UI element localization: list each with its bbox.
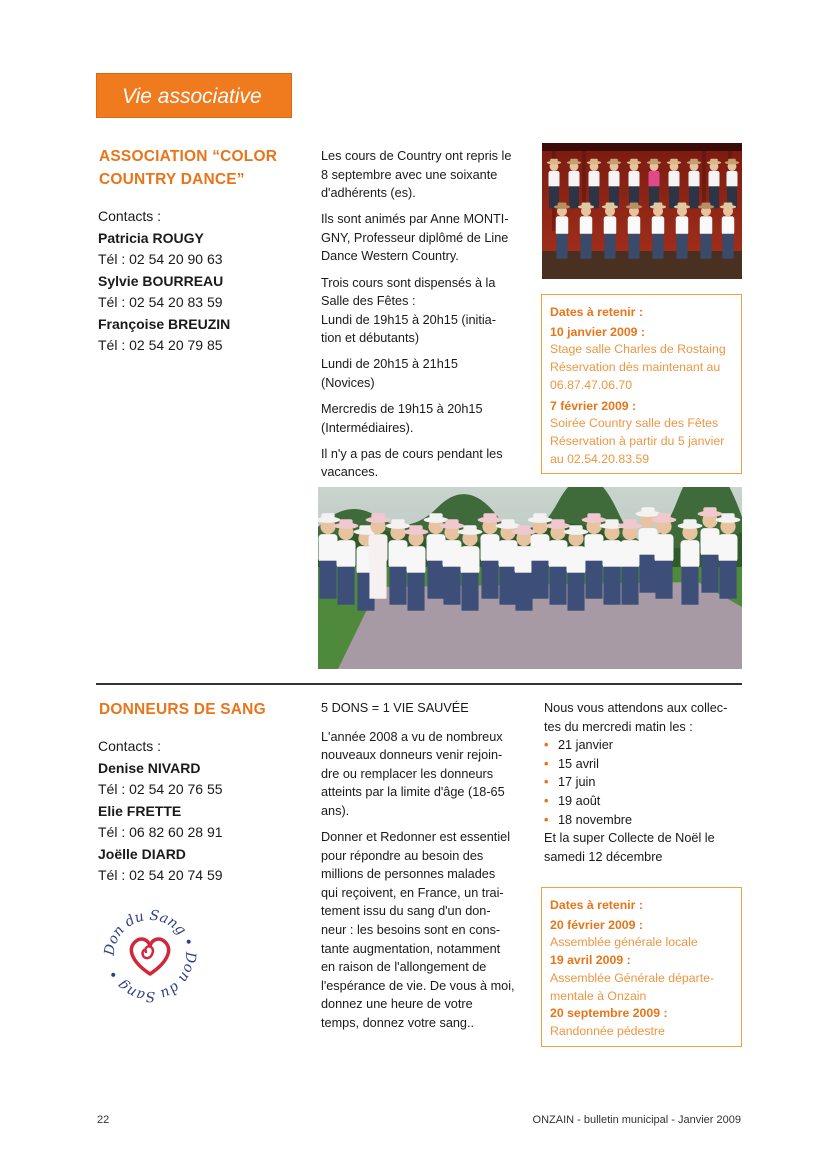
paragraph <box>321 828 518 1033</box>
list-item: • 21 janvier <box>544 738 614 753</box>
list-item: • 18 novembre <box>544 812 633 827</box>
group-photo-image <box>542 143 742 279</box>
dates-title: Dates à retenir : <box>550 305 643 319</box>
country-group-photo <box>542 143 742 279</box>
collect-intro: Nous vous attendons aux collec- <box>544 701 728 715</box>
date-detail: Soirée Country salle des Fêtes <box>550 416 719 431</box>
text-line: temps, donnez votre sang.. <box>321 1016 475 1030</box>
heart-logo-icon <box>102 908 198 1004</box>
text-line: Dance Western Country. <box>321 249 459 264</box>
list-item: • 19 août <box>544 793 601 808</box>
contact-phone: Tél : 02 54 20 76 55 <box>98 781 223 797</box>
text-line: pour répondre au besoin des <box>321 848 484 863</box>
date-detail: Randonnée pédestre <box>550 1023 665 1038</box>
text-line: tement issu du sang d'un don- <box>321 904 491 919</box>
contact-phone: Tél : 06 82 60 28 91 <box>98 824 223 840</box>
country-dance-photo <box>318 487 742 669</box>
text-line: millions de personnes malades <box>321 867 496 882</box>
text-line: Lundi de 20h15 à 21h15 <box>321 357 458 372</box>
text-line: atteints par la limite d'âge (18-65 <box>321 785 505 800</box>
blood-contacts <box>98 736 298 886</box>
text-line: tion et débutants) <box>321 331 420 346</box>
contact-person <box>98 314 298 356</box>
date-entry: 10 janvier 2009 : <box>550 324 646 339</box>
contact-name: Françoise BREUZIN <box>98 316 231 332</box>
text-line: l'espérance de vie. De vous à moi, <box>321 978 515 993</box>
page-number: 22 <box>97 1114 110 1126</box>
list-item: • 17 juin <box>544 775 596 790</box>
blood-body-text <box>321 728 518 1033</box>
collect-outro: samedi 12 décembre <box>544 849 663 864</box>
text-line: d'adhérents (es). <box>321 186 416 201</box>
blood-right-column <box>544 699 741 866</box>
text-line: Il n'y a pas de cours pendant les <box>321 446 503 461</box>
text-line: dre ou remplacer les donneurs <box>321 766 494 781</box>
blood-heading: DONNEURS DE SANG <box>99 701 266 718</box>
paragraph <box>321 445 518 482</box>
date-detail: Réservation à partir du 5 janvier <box>550 433 725 448</box>
paragraph <box>321 400 518 437</box>
text-line: nouveaux donneurs venir rejoin- <box>321 748 503 763</box>
text-line: Donner et Redonner est essentiel <box>321 830 511 845</box>
date-entry: 19 avril 2009 : <box>550 953 631 968</box>
blood-middle-column <box>321 699 518 1040</box>
publication-footer: ONZAIN - bulletin municipal - Janvier 2009 <box>532 1114 741 1126</box>
slogan: 5 DONS = 1 VIE SAUVÉE <box>321 701 469 715</box>
contact-name: Sylvie BOURREAU <box>98 273 224 289</box>
contact-name: Elie FRETTE <box>98 803 182 819</box>
collect-dates-list <box>544 736 741 829</box>
section-divider <box>96 683 742 685</box>
text-line: Lundi de 19h15 à 20h15 (initia- <box>321 312 496 327</box>
date-detail: Assemblée générale locale <box>550 935 698 950</box>
date-detail: Assemblée Générale départe- <box>550 970 715 985</box>
contacts-label: Contacts : <box>98 738 162 754</box>
section-banner <box>96 73 292 118</box>
text-line: (Novices) <box>321 376 375 391</box>
contact-person <box>98 801 298 843</box>
dates-title: Dates à retenir : <box>550 898 643 912</box>
text-line: Trois cours sont dispensés à la <box>321 275 496 290</box>
contact-phone: Tél : 02 54 20 74 59 <box>98 867 223 883</box>
text-line: 8 septembre avec une soixante <box>321 167 498 182</box>
paragraph <box>321 274 518 348</box>
contact-person <box>98 271 298 313</box>
country-dates-box <box>541 294 742 474</box>
text-line: vacances. <box>321 465 379 480</box>
text-line: Mercredis de 19h15 à 20h15 <box>321 402 483 417</box>
text-line: en raison de l'allongement de <box>321 960 487 975</box>
contact-phone: Tél : 02 54 20 79 85 <box>98 337 223 353</box>
text-line: L'année 2008 a vu de nombreux <box>321 729 503 744</box>
contact-name: Joëlle DIARD <box>98 846 186 862</box>
text-line: Salle des Fêtes : <box>321 294 416 309</box>
country-heading: ASSOCIATION “COLOR COUNTRY DANCE” <box>99 148 278 188</box>
date-entry: 7 février 2009 : <box>550 398 637 413</box>
logo-ring-text: Don du Sang • Don du Sang • <box>102 908 198 1004</box>
text-line: Ils sont animés par Anne MONTI- <box>321 212 509 227</box>
country-body-text <box>321 147 518 490</box>
text-line: neur : les besoins sont en cons- <box>321 923 501 938</box>
paragraph <box>321 147 518 203</box>
text-line: Les cours de Country ont repris le <box>321 149 512 163</box>
contact-name: Patricia ROUGY <box>98 230 204 246</box>
date-detail: 06.87.47.06.70 <box>550 377 633 392</box>
date-entry: 20 septembre 2009 : <box>550 1006 668 1021</box>
text-line: donnez une heure de votre <box>321 997 473 1012</box>
date-detail: Stage salle Charles de Rostaing <box>550 342 726 357</box>
list-item: • 15 avril <box>544 756 599 771</box>
contact-phone: Tél : 02 54 20 90 63 <box>98 251 223 267</box>
contacts-label: Contacts : <box>98 208 162 224</box>
dance-photo-image <box>318 487 742 669</box>
don-du-sang-logo <box>102 908 198 1004</box>
date-entry: 20 février 2009 : <box>550 917 643 932</box>
collect-outro: Et la super Collecte de Noël le <box>544 831 715 846</box>
text-line: GNY, Professeur diplômé de Line <box>321 230 509 245</box>
blood-dates-box <box>541 887 742 1047</box>
text-line: tante augmentation, notamment <box>321 941 501 956</box>
contact-person <box>98 758 298 800</box>
text-line: (Intermédiaires). <box>321 420 414 435</box>
collect-intro: tes du mercredi matin les : <box>544 719 693 734</box>
contact-name: Denise NIVARD <box>98 760 201 776</box>
contact-person <box>98 844 298 886</box>
date-detail: au 02.54.20.83.59 <box>550 451 650 466</box>
contact-person <box>98 228 298 270</box>
paragraph <box>321 728 518 821</box>
text-line: ans). <box>321 803 350 818</box>
paragraph <box>321 355 518 392</box>
contact-phone: Tél : 02 54 20 83 59 <box>98 294 223 310</box>
section-title: Vie associative <box>122 85 262 108</box>
date-detail: Réservation dès maintenant au <box>550 360 721 375</box>
country-contacts <box>98 206 298 356</box>
date-detail: mentale à Onzain <box>550 988 647 1003</box>
text-line: qui reçoivent, en France, un trai- <box>321 885 504 900</box>
paragraph <box>321 210 518 266</box>
